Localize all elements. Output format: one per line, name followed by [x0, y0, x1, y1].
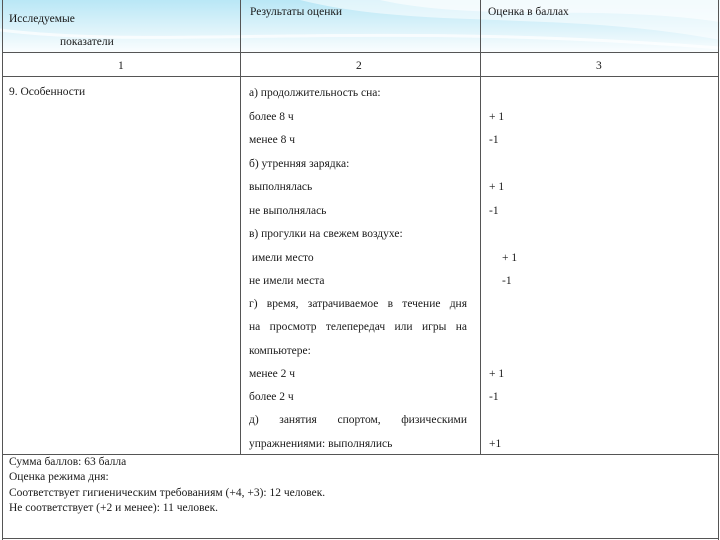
result-line: компьютере:	[249, 345, 311, 357]
result-line: на просмотр телепередач или игры на	[249, 321, 467, 333]
indicator-cell: 9. Особенности	[9, 86, 86, 98]
result-line: более 8 ч	[249, 111, 294, 123]
score-cell: +1	[489, 438, 502, 450]
header-results: Результаты оценки	[250, 6, 343, 18]
score-cell: + 1	[489, 111, 505, 123]
result-line: выполнялась	[249, 181, 313, 193]
header-rule	[2, 52, 719, 53]
summary-total: Сумма баллов: 63 балла	[9, 456, 127, 468]
column-number-1: 1	[118, 60, 124, 72]
table-border-left	[2, 0, 3, 540]
header-score: Оценка в баллах	[488, 6, 569, 18]
header-indicators-line2: показатели	[60, 36, 114, 48]
column-number-2: 2	[356, 60, 362, 72]
result-line: в) прогулки на свежем воздухе:	[249, 228, 403, 240]
result-line: б) утренняя зарядка:	[249, 158, 350, 170]
score-cell: + 1	[502, 252, 518, 264]
result-line: менее 2 ч	[249, 368, 296, 380]
table-border-right	[718, 0, 719, 540]
score-cell: -1	[489, 205, 499, 217]
column-divider-1	[240, 0, 241, 455]
score-cell: + 1	[489, 368, 505, 380]
result-line: д) занятия спортом, физическими	[249, 414, 467, 426]
score-cell: -1	[489, 134, 499, 146]
summary-label: Оценка режима дня:	[9, 471, 109, 483]
result-line: менее 8 ч	[249, 134, 296, 146]
column-number-3: 3	[596, 60, 602, 72]
result-line: упражнениями: выполнялись	[249, 438, 393, 450]
summary-compliant: Соответствует гигиеническим требованиям (+4, +3): 12 человек.	[9, 487, 326, 499]
result-line: не выполнялась	[249, 205, 327, 217]
result-line: не имели места	[249, 275, 325, 287]
score-cell: -1	[502, 275, 512, 287]
result-line: имели место	[249, 252, 314, 264]
column-divider-2	[480, 0, 481, 455]
score-cell: -1	[489, 391, 499, 403]
result-line: а) продолжительность сна:	[249, 87, 381, 99]
number-row-rule	[2, 76, 719, 77]
table-bottom-rule	[2, 538, 719, 539]
score-cell: + 1	[489, 181, 505, 193]
header-indicators-line1: Исследуемые	[9, 13, 75, 25]
result-line: г) время, затрачиваемое в течение дня	[249, 298, 467, 310]
result-line: более 2 ч	[249, 391, 294, 403]
summary-noncompliant: Не соответствует (+2 и менее): 11 человек.	[9, 502, 219, 514]
